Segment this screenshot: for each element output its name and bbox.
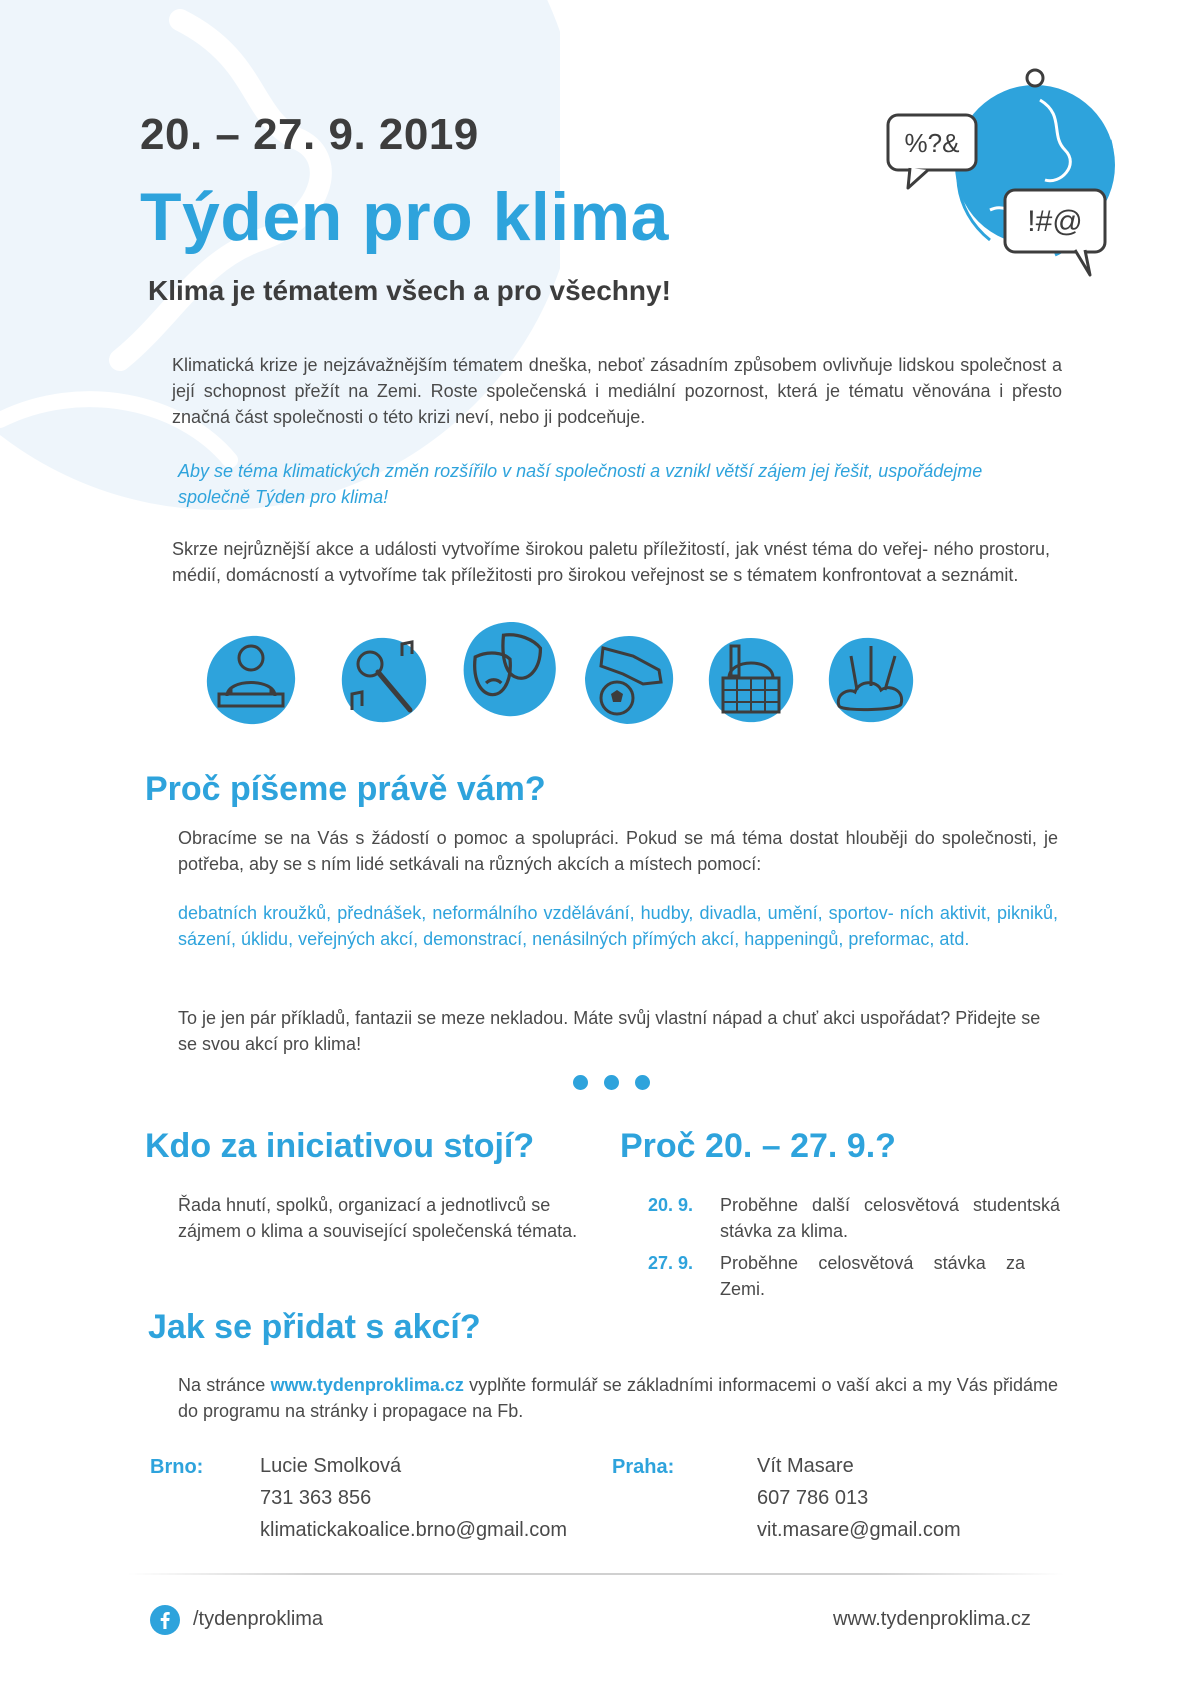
intro-paragraph: Klimatická krize je nejzávažnějším tématem dneška, neboť zásadním způsobem ovlivňuje lidskou společnost a její schopnost přežít na Zemi. Roste společenská i mediální pozornost, která je tématu věnována i přesto značná část společnosti o této krizi neví, nebo ji podceňuje. [172,355,1062,427]
contact-city-brno: Brno: [150,1456,204,1478]
contact-praha [757,1450,961,1546]
contact-city-praha: Praha: [612,1456,675,1478]
website-link[interactable]: www.tydenproklima.cz [270,1375,464,1395]
contact-email[interactable]: vit.masare@gmail.com [757,1519,961,1541]
theatre-masks-icon [460,620,560,720]
speaker-podium-icon [205,634,297,726]
globe-speech-bubbles-logo [880,60,1130,295]
bubble-left-text: %?& [904,128,960,158]
page-title: Týden pro klima [140,179,669,255]
picnic-basket-icon [705,634,797,726]
contact-name: Vít Masare [757,1455,854,1477]
art-supplies-icon [825,634,917,726]
intro-highlight: Aby se téma klimatických změn rozšířilo v naší společnosti a vznikl větší zájem jej řešit, uspořádejme společně Týden pro klima! [178,461,983,507]
date-description: Proběhne další celosvětová studentská stávka za klima. [720,1195,1060,1241]
contact-phone[interactable]: 731 363 856 [260,1487,372,1509]
facebook-icon[interactable] [150,1605,180,1635]
activity-icons-row [205,634,963,744]
date-item [648,1192,1068,1248]
heading-who: Kdo za iniciativou stojí? [145,1127,535,1165]
football-boot-icon [583,634,675,726]
contact-email[interactable]: klimatickakoalice.brno@gmail.com [260,1519,568,1541]
date-key: 20. 9. [648,1195,694,1215]
date-item [648,1250,1068,1306]
contact-name: Lucie Smolková [260,1455,402,1477]
footer-divider [128,1573,1064,1575]
date-description: Proběhne celosvětová stávka za Zemi. [720,1253,1025,1299]
background-globe-watermark [0,0,560,520]
why-you-paragraph: Obracíme se na Vás s žádostí o pomoc a spolupráci. Pokud se má téma dostat hlouběji do společnosti, je potřeba, aby se s ním lidé setkávali na různých akcích a místech pomocí: [178,828,1058,874]
who-paragraph: Řada hnutí, spolků, organizací a jednotlivců se zájmem o klima a související společenská témata. [178,1195,578,1241]
microphone-music-icon [338,634,430,726]
join-paragraph [178,1372,1058,1424]
contact-phone[interactable]: 607 786 013 [757,1487,869,1509]
facebook-handle[interactable]: /tydenproklima [193,1608,324,1630]
date-range: 20. – 27. 9. 2019 [140,110,479,159]
section-separator-dots [565,1075,658,1095]
bubble-right-text: !#@ [1027,205,1083,238]
contact-brno [260,1450,567,1546]
activities-list: debatních kroužků, přednášek, neformálního vzdělávání, hudby, divadla, umění, sportov- ních aktivit, pikniků, sázení, úklidu, veřejných akcí, demonstrací, nenásilných přímých akcí, happeningů, preformac, atd. [178,903,1058,949]
heading-why-dates: Proč 20. – 27. 9.? [620,1127,896,1165]
footer-website[interactable]: www.tydenproklima.cz [833,1608,1031,1630]
subtitle: Klima je tématem všech a pro všechny! [148,275,671,306]
join-text-end: vyplňte formulář se základními informacemi o vaší akci a my Vás přidáme do programu na stránky i propagace na Fb. [178,1375,1059,1421]
intro-paragraph-2: Skrze nejrůznější akce a události vytvoříme širokou paletu příležitostí, jak vnést téma do veřej- ného prostoru, médií, domácností a vytvoříme tak příležitosti pro širokou veřejnost se s tématem konfrontovat a seznámit. [172,539,1050,585]
heading-why-you: Proč píšeme právě vám? [145,770,546,808]
date-key: 27. 9. [648,1253,694,1273]
heading-join: Jak se přidat s akcí? [148,1308,481,1346]
join-text-start: Na stránce [178,1375,271,1395]
ideas-paragraph: To je jen pár příkladů, fantazii se meze nekladou. Máte svůj vlastní nápad a chuť akci uspořádat? Přidejte se se svou akcí pro klima! [178,1008,1041,1054]
